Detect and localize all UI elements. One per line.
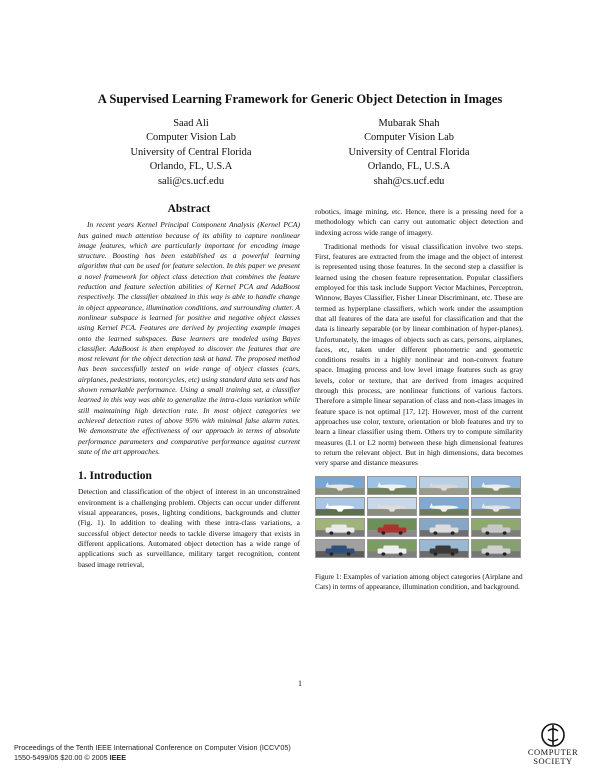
figure-thumbnail-car-6 (367, 539, 417, 558)
logo-text-line2: SOCIETY (533, 756, 573, 766)
figure-caption: Figure 1: Examples of variation among object categories (Airplane and Cars) in terms of appearance, illumination condition, and background. (315, 572, 523, 592)
author-lab: Computer Vision Lab (364, 132, 454, 144)
author-university: University of Central Florida (348, 146, 470, 158)
computer-society-emblem-icon (540, 722, 566, 748)
author-lab: Computer Vision Lab (146, 132, 236, 144)
logo-text-line1: COMPUTER (527, 747, 579, 757)
abstract-heading: Abstract (167, 203, 211, 215)
author-1 (106, 117, 276, 189)
figure-thumbnail-airplane-6 (367, 497, 417, 516)
figure-thumbnail-airplane-1 (315, 476, 365, 495)
figure-thumbnail-car-8 (471, 539, 521, 558)
paper-title: A Supervised Learning Framework for Generic Object Detection in Images (97, 92, 503, 106)
abstract-text: In recent years Kernel Principal Component Analysis (Kernel PCA) has gained much attention because of its ability to capture nonlinear image features, which are particularly important for encoding image structure. Boosting has been established as a powerful learning algorithm that can be used for feature selection. In this paper we present a novel framework for object class detection that combines the feature reduction and feature selection abilities of Kernel PCA and AdaBoost respectively. The classifier obtained in this way is able to handle change in object appearance, illumination conditions, and surrounding clutter. A nonlinear subspace is learned for positive and negative object classes using Kernel PCA. Features are derived by projecting example images onto the learned subspaces. Base learners are modeled using Bayes classifier. AdaBoost is then employed to discover the features that are most relevant for the object detection task at hand. The proposed method has been successfully tested on wide range of object classes (cars, airplanes, pedestrians, motorcycles, etc) using standard data sets and has shown remarkable performance. Using a small training set, a classifier learned in this way was able to generalize the intra-class variation while still maintaining high detection rate. In most object categories we achieved detection rates of above 95% with minimal false alarm rates. We demonstrate the effectiveness of our approach in terms of absolute performance parameters and comparative performance against current state of the art approaches. (78, 220, 300, 456)
left-column (78, 204, 300, 570)
footer-issn: 1550-5499/05 $20.00 © 2005 (14, 753, 108, 762)
figure-thumbnail-airplane-2 (367, 476, 417, 495)
figure-thumbnail-car-3 (419, 518, 469, 537)
footer-proceedings: Proceedings of the Tenth IEEE International Conference on Computer Vision (ICCV'05) (14, 743, 291, 752)
footer (14, 743, 291, 763)
page-number: 1 (298, 679, 302, 688)
author-block (0, 117, 600, 189)
figure-thumbnail-airplane-7 (419, 497, 469, 516)
author-city: Orlando, FL, U.S.A (367, 161, 451, 173)
figure-thumbnail-airplane-5 (315, 497, 365, 516)
author-email[interactable]: sali@cs.ucf.edu (157, 175, 225, 187)
author-2 (324, 117, 494, 189)
ieee-wordmark: IEEE (109, 753, 127, 762)
footer-copyright (14, 753, 291, 763)
introduction-heading: 1. Introduction (78, 470, 152, 483)
figure-thumbnail-car-7 (419, 539, 469, 558)
figure-1 (315, 476, 523, 592)
right-paragraph-1: robotics, image mining, etc. Hence, there is a pressing need for a methodology which can carry out automatic object detection and indexing across wide range of imagery. (315, 207, 523, 237)
author-city: Orlando, FL, U.S.A (149, 161, 233, 173)
computer-society-logo (518, 722, 588, 766)
right-column (315, 207, 523, 592)
right-paragraph-2: Traditional methods for visual classification involve two steps. First, features are extracted from the image and the object of interest is represented using those features. In the second step a classifier is learned using the chosen feature representation. Popular classifiers employed for this task include Support Vector Machines, Perceptron, Winnow, Bayes Classifier, Fisher Linear Discriminant, etc. These are termed as hyperplane classifiers, which work under the assumption that all features of the data are useful for classification and that the data is linearly separable (or by linear combination of hyper-planes). Unfortunately, the images of objects such as cars, persons, airplanes, faces, etc, taken under different photometric and geometric conditions results in a highly nonlinear and non-convex feature space. Imaging process and low level image features such as gray levels, color or texture, that are derived from images acquired through this process, are nonlinear functions of various factors. Therefore a simple linear separation of class and non-class images in feature space is not optimal [17, 12]. However, most of the current approaches use color, texture, orientation or blob features and try to learn a linear classifier using them. Others try to compute similarity measures (L1 or L2 norm) between these high dimensional features to return the relevant object. But in high dimensions, data becomes very sparse and distance measures (315, 241, 523, 468)
figure-thumbnail-car-1 (315, 518, 365, 537)
figure-thumbnail-car-5 (315, 539, 365, 558)
intro-paragraph: Detection and classification of the object of interest in an unconstrained environment is a challenging problem. Objects can occur under different visual appearances, poses, lighting conditions, backgrounds and clutter (Fig. 1). In addition to dealing with these intra-class variations, a successful object detector needs to tackle diverse imagery that exists in different applications. Automated object detection has a wide range of applications such as surveillance, military target recognition, content based image retrieval, (78, 487, 300, 569)
figure-thumbnail-airplane-3 (419, 476, 469, 495)
figure-thumbnail-car-2 (367, 518, 417, 537)
figure-thumbnail-car-4 (471, 518, 521, 537)
author-email[interactable]: shah@cs.ucf.edu (373, 175, 445, 187)
figure-thumbnail-airplane-8 (471, 497, 521, 516)
author-name: Saad Ali (173, 118, 209, 129)
figure-thumbnail-airplane-4 (471, 476, 521, 495)
figure-image-grid (315, 476, 521, 558)
author-name: Mubarak Shah (378, 118, 440, 129)
author-university: University of Central Florida (130, 146, 252, 158)
